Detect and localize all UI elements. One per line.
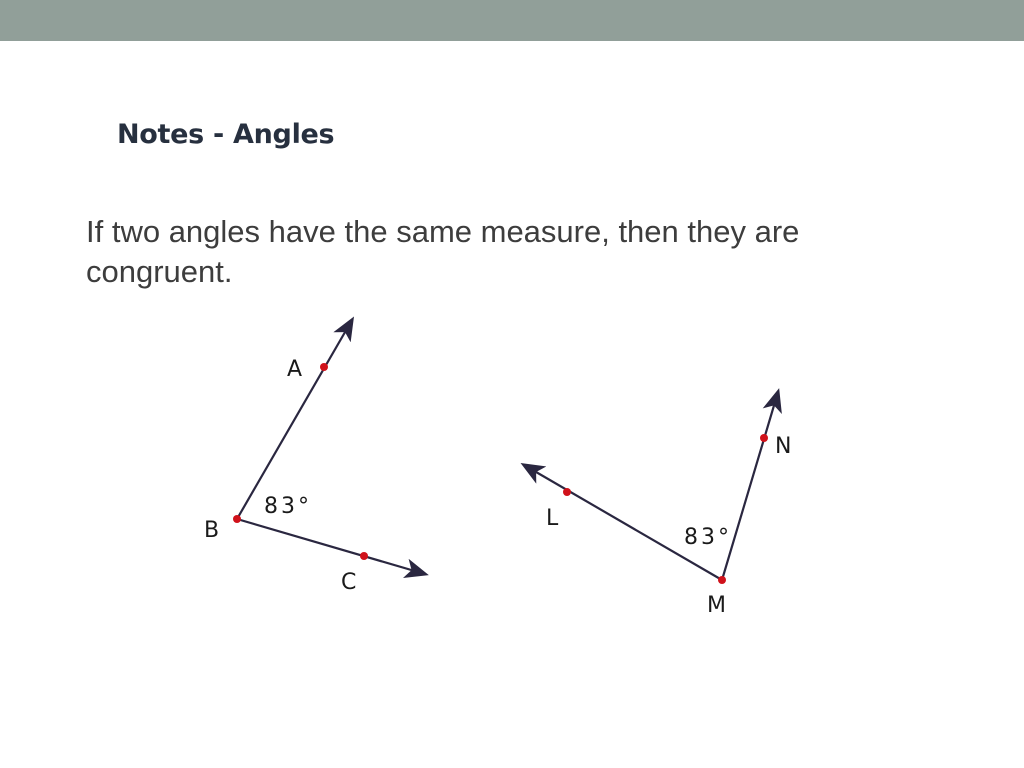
slide-title: Notes - Angles [117, 119, 335, 150]
angle-measure-lmn: 83° [684, 525, 732, 550]
label-n: N [775, 434, 792, 459]
angle-abc [204, 320, 425, 595]
congruence-statement: If two angles have the same measure, then they are congruent. [86, 214, 800, 289]
ray-ba [237, 320, 352, 519]
ray-mn [722, 392, 778, 580]
ray-bc [237, 519, 425, 574]
label-l: L [546, 506, 559, 531]
point-a [320, 363, 328, 371]
point-n [760, 434, 768, 442]
point-l [563, 488, 571, 496]
angle-measure-abc: 83° [264, 494, 312, 519]
angle-lmn [524, 392, 791, 618]
point-m [718, 576, 726, 584]
label-c: C [341, 570, 357, 595]
point-b [233, 515, 241, 523]
label-a: A [287, 357, 303, 382]
point-c [360, 552, 368, 560]
label-m: M [707, 593, 726, 618]
label-b: B [204, 518, 220, 543]
